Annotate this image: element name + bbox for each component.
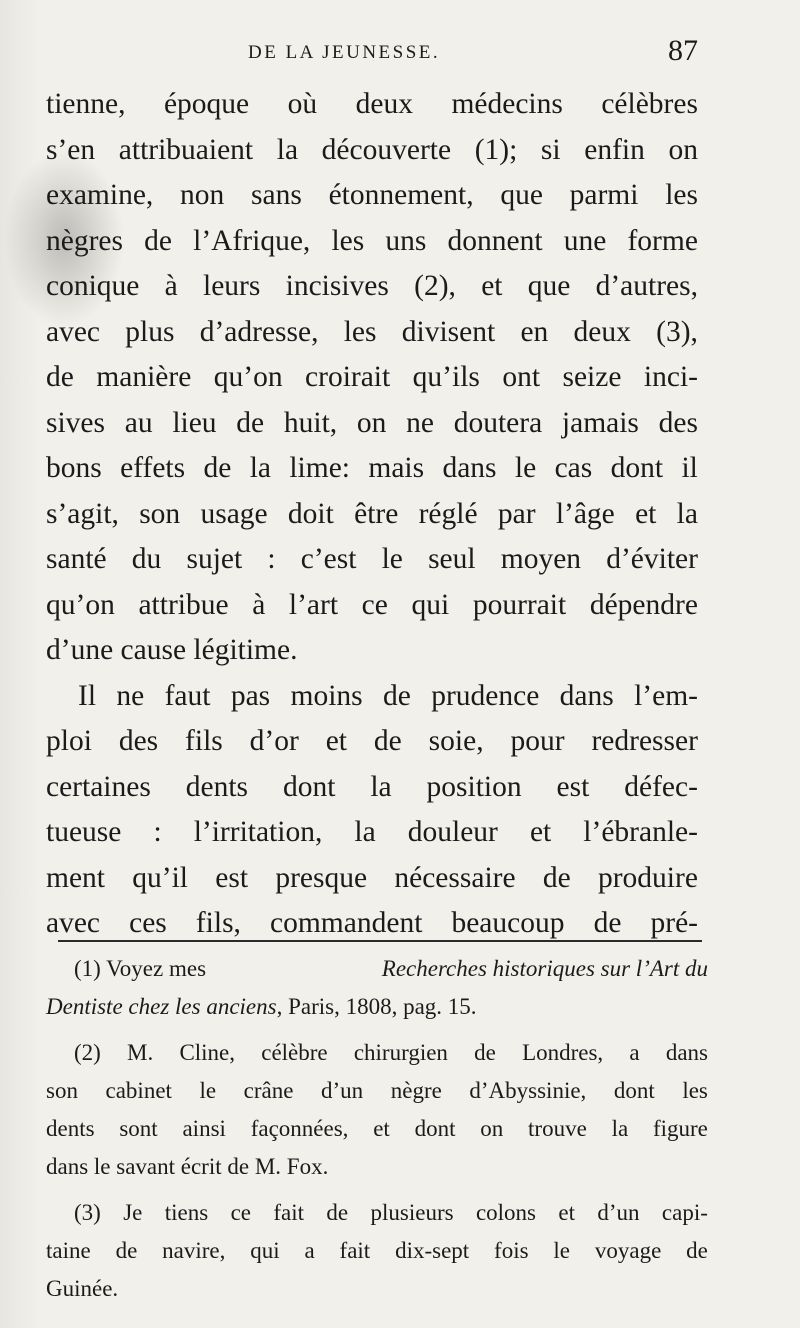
footnote-text: (1) Voyez mes xyxy=(74,956,207,981)
text-line: qu’on attribue à l’art ce qui pourrait dépendre xyxy=(46,588,698,621)
footnote-2 xyxy=(46,1034,708,1186)
footnote-title-italic: Dentiste chez les anciens xyxy=(46,994,277,1019)
text-line: sives au lieu de huit, on ne doutera jamais des xyxy=(46,406,698,439)
body-text xyxy=(46,82,698,947)
footnote-line: dans le savant écrit de M. Fox. xyxy=(46,1154,329,1179)
page-number: 87 xyxy=(668,34,698,67)
text-line: conique à leurs incisives (2), et que d’autres, xyxy=(46,270,698,302)
text-line: tueuse : l’irritation, la douleur et l’ébranle- xyxy=(46,816,698,848)
footnote-text: , Paris, 1808, pag. 15. xyxy=(276,994,477,1019)
text-line: avec plus d’adresse, les divisent en deux (3), xyxy=(46,315,698,348)
footnote-divider xyxy=(58,940,702,942)
footnote-3 xyxy=(46,1194,708,1308)
footnote-line: dents sont ainsi façonnées, et dont on trouve la figure xyxy=(46,1116,708,1141)
text-line: d’une cause légitime. xyxy=(46,634,298,666)
text-line: examine, non sans étonnement, que parmi les xyxy=(46,179,698,211)
footnote-line: Guinée. xyxy=(46,1276,119,1301)
footnote-line: taine de navire, qui a fait dix-sept fois le voyage de xyxy=(46,1238,708,1263)
text-line: tienne, époque où deux médecins célèbres xyxy=(46,88,698,120)
footnote-line: (2) M. Cline, célèbre chirurgien de Londres, a dans xyxy=(74,1040,708,1065)
text-line: s’en attribuaient la découverte (1); si enfin on xyxy=(46,133,698,166)
footnote-title-italic: Recherches historiques sur l’Art du xyxy=(381,956,708,981)
footnote-line: (3) Je tiens ce fait de plusieurs colons et d’un capi- xyxy=(74,1200,708,1225)
text-line: avec ces fils, commandent beaucoup de pré- xyxy=(46,907,698,939)
text-line: Il ne faut pas moins de prudence dans l’em- xyxy=(78,679,698,712)
text-line: certaines dents dont la position est défec- xyxy=(46,770,698,803)
text-line: bons effets de la lime: mais dans le cas dont il xyxy=(46,452,698,484)
text-line: santé du sujet : c’est le seul moyen d’éviter xyxy=(46,543,698,575)
text-line: de manière qu’on croirait qu’ils ont seize inci- xyxy=(46,361,698,393)
text-line: ment qu’il est presque nécessaire de produire xyxy=(46,861,698,894)
text-line: ploi des fils d’or et de soie, pour redresser xyxy=(46,725,698,757)
text-line: nègres de l’Afrique, les uns donnent une forme xyxy=(46,224,698,257)
text-line: s’agit, son usage doit être réglé par l’âge et la xyxy=(46,497,698,530)
running-title: DE LA JEUNESSE. xyxy=(248,42,441,63)
footnote-1 xyxy=(46,950,708,1026)
footnotes xyxy=(46,950,708,1308)
footnote-line: son cabinet le crâne d’un nègre d’Abyssinie, dont les xyxy=(46,1078,708,1103)
